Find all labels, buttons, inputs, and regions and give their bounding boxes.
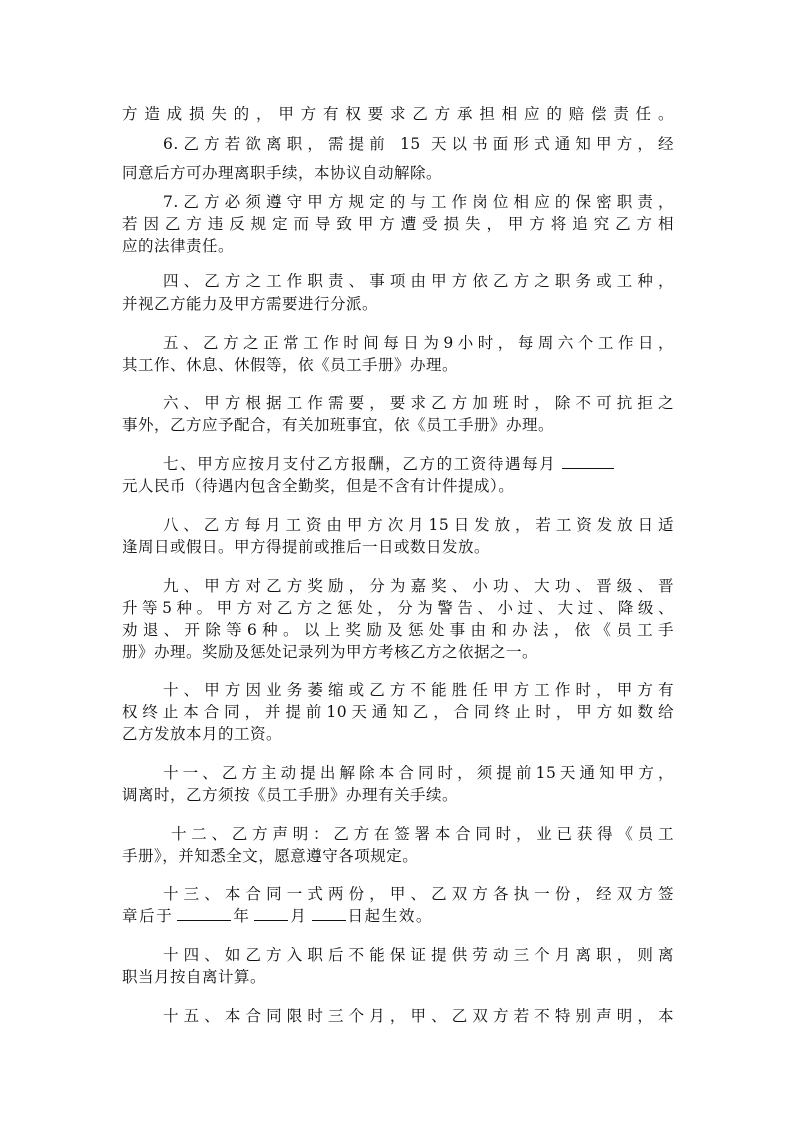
day-label: 日起生效。 (347, 907, 434, 925)
text-line: 若因乙方违反规定而导致甲方遭受损失，甲方将追究乙方相 (122, 215, 674, 233)
text-line: 应的法律责任。 (122, 237, 235, 255)
text-line: 并视乙方能力及甲方需要进行分派。 (122, 295, 379, 313)
text-line: 册》办理。奖励及惩处记录列为甲方考核乙方之依据之一。 (122, 643, 539, 661)
text-line: 十、甲方因业务萎缩或乙方不能胜任甲方工作时，甲方有 (163, 681, 674, 699)
text-line: 六、甲方根据工作需要，要求乙方加班时，除不可抗拒之 (163, 394, 674, 412)
text-line: 十三、本合同一式两份，甲、乙双方各执一份，经双方签 (163, 885, 674, 903)
day-blank (312, 903, 346, 921)
text-line: 7.乙方必须遵守甲方规定的与工作岗位相应的保密职责， (163, 193, 674, 211)
month-blank (254, 903, 288, 921)
text-line: 八、乙方每月工资由甲方次月15日发放，若工资发放日适 (163, 516, 674, 534)
text-line: 五、乙方之正常工作时间每日为9小时，每周六个工作日， (163, 334, 674, 352)
text-line: 四、乙方之工作职责、事项由甲方依乙方之职务或工种， (163, 272, 674, 290)
text-line: 十二、乙方声明：乙方在签署本合同时，业已获得《员工 (171, 825, 674, 843)
text-line: 调离时，乙方须按《员工手册》办理有关手续。 (122, 786, 459, 804)
text-line: 十一、乙方主动提出解除本合同时，须提前15天通知甲方， (163, 764, 674, 782)
text-line: 事外，乙方应予配合，有关加班事宜，依《员工手册》办理。 (122, 416, 555, 434)
salary-blank (562, 451, 614, 469)
text-line: 逢周日或假日。甲方得提前或推后一日或数日发放。 (122, 538, 491, 556)
text-line: 同意后方可办理离职手续，本协议自动解除。 (122, 164, 443, 182)
text-line: 七、甲方应按月支付乙方报酬，乙方的工资待遇每月 (163, 455, 557, 473)
year-label: 年 (233, 907, 251, 925)
text-line: 章后于 (122, 907, 174, 925)
year-blank (177, 903, 231, 921)
text-line: 劝退、开除等6种。以上奖励及惩处事由和办法，依《员工手 (122, 621, 674, 639)
date-line (122, 903, 674, 929)
text-line: 乙方发放本月的工资。 (122, 725, 283, 743)
month-label: 月 (290, 907, 308, 925)
text-line: 十五、本合同限时三个月，甲、乙双方若不特别声明，本 (163, 1007, 674, 1025)
text-line: 权终止本合同，并提前10天通知乙，合同终止时，甲方如数给 (122, 703, 674, 721)
text-line: 职当月按自离计算。 (122, 968, 267, 986)
text-line: 九、甲方对乙方奖励，分为嘉奖、小功、大功、晋级、晋 (163, 577, 674, 595)
text-line: 元人民币（待遇内包含全勤奖，但是不含有计件提成）。 (122, 477, 515, 495)
text-line: 手册》，并知悉全文，愿意遵守各项规定。 (122, 847, 419, 865)
text-line: 十四、如乙方入职后不能保证提供劳动三个月离职，则离 (163, 946, 674, 964)
text-line: 升等5种。甲方对乙方之惩处，分为警告、小过、大过、降级、 (122, 599, 674, 617)
text-line: 方造成损失的，甲方有权要求乙方承担相应的赔偿责任。 (122, 105, 674, 123)
text-line: 6.乙方若欲离职，需提前 15 天以书面形式通知甲方，经 (163, 135, 674, 153)
text-line: 其工作、休息、休假等，依《员工手册》办理。 (122, 356, 459, 374)
